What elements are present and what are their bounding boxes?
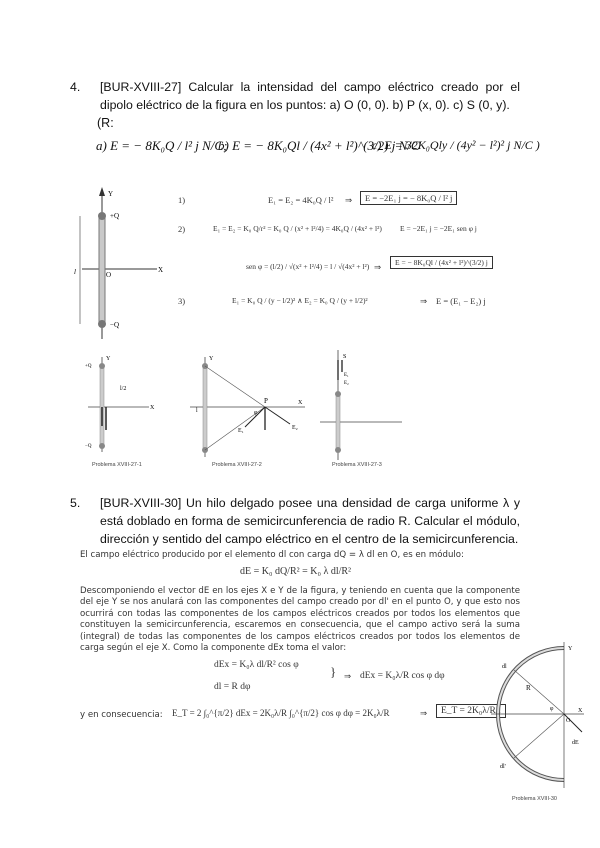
fig5-r-label: R: [526, 684, 531, 692]
consequence-label: y en consecuencia:: [80, 710, 163, 720]
problem-5-number: 5.: [70, 496, 81, 510]
fig3-e1-label: E₁: [344, 373, 349, 378]
y-axis-arrow-icon: [99, 187, 105, 196]
fig1-half-l-label: l/2: [120, 386, 127, 392]
step3-arrow-icon: ⇒: [420, 296, 428, 306]
step1-arrow-icon: ⇒: [345, 195, 353, 205]
figure-27-1: [84, 352, 164, 462]
charge-minus: [98, 320, 106, 328]
fig2-p-label: P: [264, 397, 268, 405]
step2-equation: E₁ = E₂ = K₀ Q/r² = K₀ Q / (x² + l²/4) = 4K₀Q / (4x² + l²): [213, 224, 382, 233]
fig1-plus-q: +Q: [85, 364, 92, 369]
fig5-o-label: O: [566, 718, 571, 724]
fig1-minus-q: −Q: [85, 444, 92, 449]
fig5-dl2-label: dl': [500, 764, 506, 770]
label-x: X: [158, 266, 164, 274]
fig2-x-label: X: [298, 400, 303, 406]
fig5-phi-label: φ: [550, 706, 554, 712]
fig5-y-label: Y: [568, 646, 573, 652]
problem-4-statement: [70, 78, 520, 114]
step1-equation: E₁ = E₂ = 4K₀Q / l²: [268, 195, 334, 205]
problem-5-explanation: Descomponiendo el vector dE en los ejes X e Y de la figura, y teniendo en cuenta que la componente del eje Y se nos anulará con las componentes del campo creado por dl' en el punto O, y que esto nos ocurrirá con todas las componentes de los campos eléctricos creados por todos los elementos que constituyen la semicircunferencia, escaremos en consecuencia, que el campo activo será la suma (integral) de todas las componentes de los campos eléctricos creados por todos los elementos de carga según el eje X. Como la componente dEx toma el valor:: [80, 586, 520, 654]
fig3-s-label: S: [343, 354, 347, 360]
eq-de: dE = K₀ dQ/R² = K₀ λ dl/R²: [240, 566, 352, 577]
answer-c: c) E = 32K₀Qly / (4y² − l²)² j N/C ): [372, 138, 540, 152]
caption-27-1: Problema XVIII-27-1: [92, 462, 142, 468]
brace-right: }: [330, 664, 337, 679]
semicircle-figure: [486, 640, 586, 790]
eq-integral-arrow-icon: ⇒: [420, 708, 428, 718]
caption-27-3: Problema XVIII-27-3: [332, 462, 382, 468]
fig2-y-label: Y: [209, 356, 214, 362]
step2-boxed-result: E = − 8K₀Ql / (4x² + l²)^(3/2) j: [390, 256, 493, 269]
dipole-figure: [72, 184, 192, 344]
problem-5-text: [BUR-XVIII-30] Un hilo delgado posee una densidad de carga uniforme λ y está doblado en forma de semicircunferencia de radio R. Calcular el módulo, dirección y sentido del campo eléctrico en el centro de la semicircunferencia.: [100, 496, 520, 546]
eq-dex-result: dEx = K₀λ/R cos φ dφ: [360, 671, 445, 681]
step2-arrow-icon: ⇒: [374, 262, 382, 272]
step2-number: 2): [178, 224, 186, 234]
fig2-phi-label: φ: [254, 410, 258, 416]
step1-number: 1): [178, 195, 186, 205]
label-minus-q: −Q: [110, 321, 120, 329]
fig3-e2-label: E₂: [344, 381, 349, 386]
step1-boxed-result: E = −2E₁ j = − 8K₀Q / l² j: [360, 191, 457, 205]
figure-27-3: [316, 346, 406, 462]
eq-dl: dl = R dφ: [214, 682, 251, 692]
fig5-de-label: dE: [572, 740, 579, 746]
fig5-x-label: X: [578, 708, 583, 714]
eq-boxed-result: E_T = 2K₀λ/R i: [436, 704, 506, 718]
caption-30: Problema XVIII-30: [512, 796, 557, 802]
eq-dex: dEx = K₀λ dl/R² cos φ: [214, 660, 299, 670]
step2-result: E = −2E₁ j = −2E₁ sen φ j: [400, 224, 477, 233]
figure-27-2: [180, 352, 310, 462]
fig1-y-label: Y: [106, 356, 111, 362]
label-y: Y: [108, 190, 114, 198]
problem-4-text: [BUR-XVIII-27] Calcular la intensidad del campo eléctrico creado por el dipolo eléctrico de la figura en los puntos: a) O (0, 0). b) P (x, 0). c) S (0, y).: [100, 80, 520, 112]
fig2-e1-label: E₁: [238, 428, 244, 434]
step2-sin-phi: sen φ = (l/2) / √(x² + l²/4) = l / √(4x² + l²): [246, 262, 370, 271]
label-plus-q: +Q: [110, 212, 120, 220]
fig2-l-label: l: [196, 408, 198, 414]
step3-equation: E₁ = K₀ Q / (y − l/2)² ∧ E₂ = K₀ Q / (y + l/2)²: [232, 296, 368, 305]
eq-integral: E_T = 2 ∫₀^{π/2} dEx = 2K₀λ/R ∫₀^{π/2} cos φ dφ = 2K₀λ/R: [172, 708, 390, 718]
answer-label: (R:: [97, 116, 114, 130]
dipole-rod: [99, 216, 105, 324]
problem-4-number: 4.: [70, 80, 81, 94]
problem-5-statement: [70, 494, 520, 548]
fig2-e2-label: E₂: [292, 425, 298, 431]
step3-number: 3): [178, 296, 186, 306]
answer-a: a) E = − 8K₀Q / l² j N/C;: [96, 138, 228, 153]
charge-plus: [98, 212, 106, 220]
fig1-x-label: X: [150, 405, 155, 411]
label-o: O: [106, 271, 112, 279]
caption-27-2: Problema XVIII-27-2: [212, 462, 262, 468]
eq-arrow-icon: ⇒: [344, 671, 352, 681]
answer-b: b) E = − 8K₀Ql / (4x² + l²)^(3/2) j N/C: [218, 138, 420, 153]
label-l: l: [74, 268, 76, 276]
fig5-dl-label: dl: [502, 664, 507, 670]
step3-result: E = (E₁ − E₂) j: [436, 296, 486, 306]
problem-5-intro: El campo eléctrico producido por el elemento dl con carga dQ = λ dl en O, es en módulo:: [80, 550, 464, 560]
